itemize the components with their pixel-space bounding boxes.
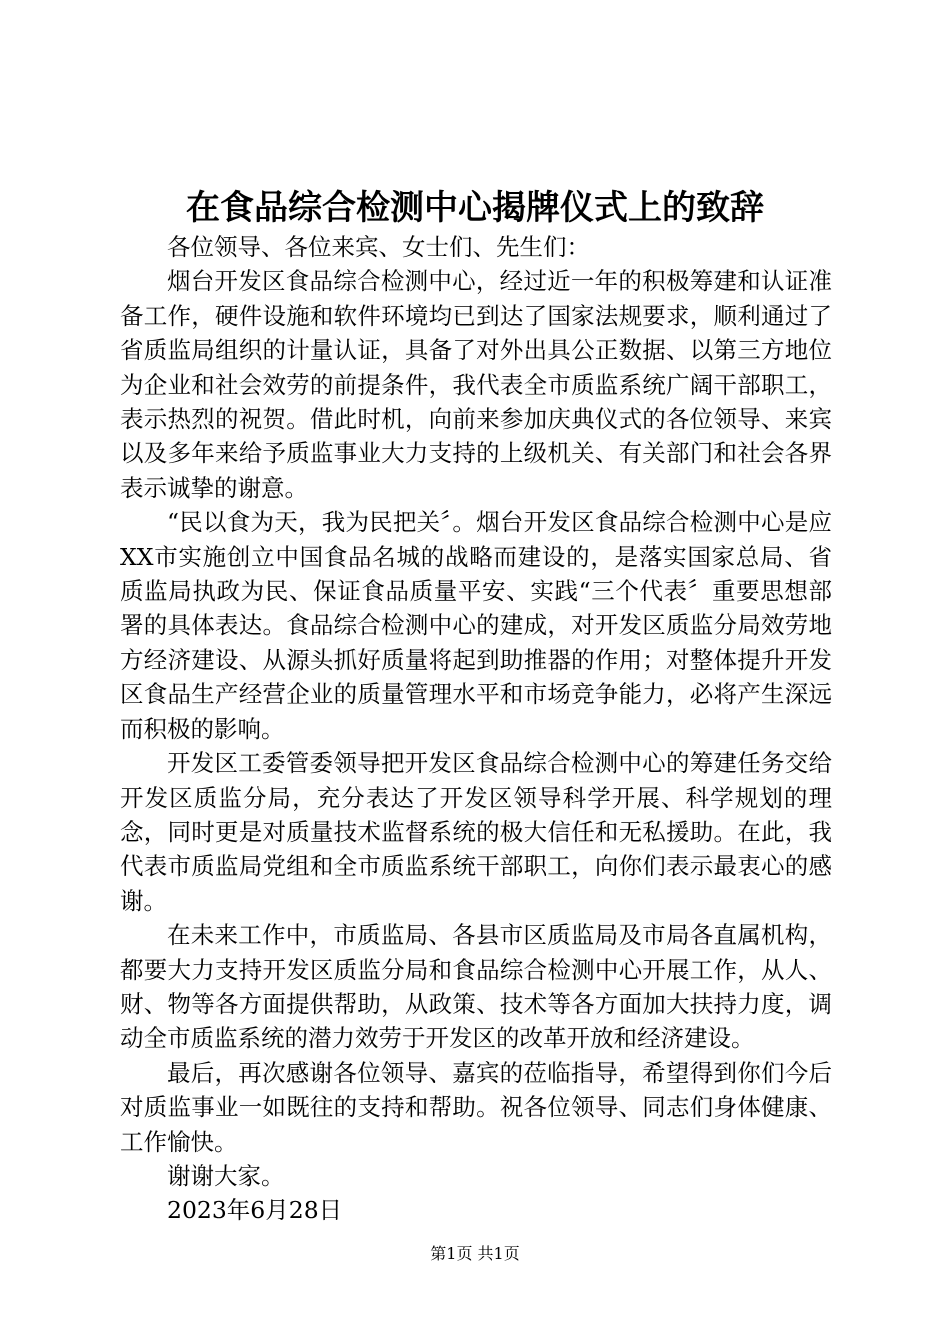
body-paragraph: 在未来工作中，市质监局、各县市区质监局及市局各直属机构，都要大力支持开发区质监分局和食品综合检测中心开展工作，从人、财、物等各方面提供帮助，从政策、技术等各方面加大扶持力度，调动全市质监系统的潜力效劳于开发区的改革开放和经济建设。 (120, 921, 832, 1053)
salutation-paragraph: 各位领导、各位来宾、女士们、先生们： (167, 233, 590, 261)
body-paragraph: 开发区工委管委领导把开发区食品综合检测中心的筹建任务交给开发区质监分局，充分表达了开发区领导科学开展、科学规划的理念，同时更是对质量技术监督系统的极大信任和无私援助。在此，我代表市质监局党组和全市质监系统干部职工，向你们表示最衷心的感谢。 (120, 749, 832, 915)
document-body (120, 230, 832, 1228)
page-footer: 第1页 共1页 (430, 1244, 520, 1263)
date-paragraph: 2023年6月28日 (167, 1196, 343, 1225)
body-paragraph: “民以食为天，我为民把关〞。烟台开发区食品综合检测中心是应XX市实施创立中国食品名城的战略而建设的，是落实国家总局、省质监局执政为民、保证食品质量平安、实践“三个代表〞重要思想部署的具体表达。食品综合检测中心的建成，对开发区质监分局效劳地方经济建设、从源头抓好质量将起到助推器的作用；对整体提升开发区食品生产经营企业的质量管理水平和市场竞争能力，必将产生深远而积极的影响。 (120, 508, 832, 743)
body-paragraph: 最后，再次感谢各位领导、嘉宾的莅临指导，希望得到你们今后对质监事业一如既往的支持和帮助。祝各位领导、同志们身体健康、工作愉快。 (120, 1058, 832, 1156)
document-title: 在食品综合检测中心揭牌仪式上的致辞 (186, 188, 764, 228)
body-paragraph: 烟台开发区食品综合检测中心，经过近一年的积极筹建和认证准备工作，硬件设施和软件环境均已到达了国家法规要求，顺利通过了省质监局组织的计量认证，具备了对外出具公正数据、以第三方地位为企业和社会效劳的前提条件，我代表全市质监系统广阔干部职工，表示热烈的祝贺。借此时机，向前来参加庆典仪式的各位领导、来宾以及多年来给予质监事业大力支持的上级机关、有关部门和社会各界表示诚挚的谢意。 (120, 267, 832, 502)
closing-paragraph: 谢谢大家。 (167, 1161, 285, 1190)
